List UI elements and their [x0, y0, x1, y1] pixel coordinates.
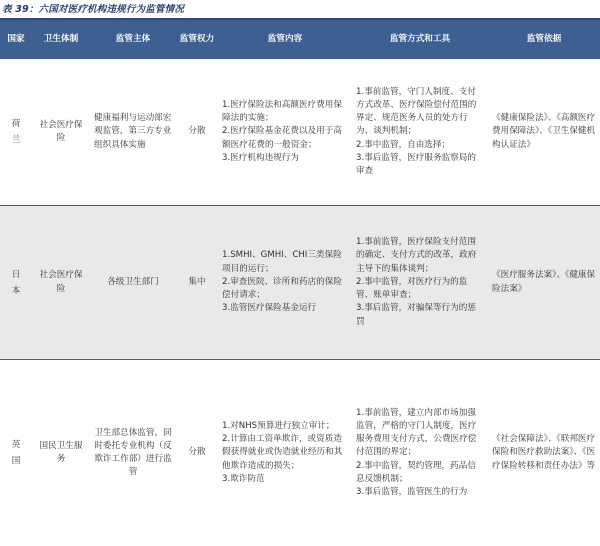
- method-item: 2.事中监管，对医疗行为的监管、账单审查；: [356, 276, 484, 302]
- table-row: [0, 206, 600, 360]
- header-basis: 监管依据: [488, 20, 600, 59]
- basis-cell: 《医疗服务法案》、《健康保险法案》: [488, 206, 600, 360]
- power-cell: 分散: [176, 59, 218, 206]
- subject-cell: 各级卫生部门: [90, 206, 176, 360]
- header-content: 监管内容: [218, 20, 352, 59]
- country-cell: 英国: [0, 360, 32, 546]
- method-item: 3.事后监管，对骗保等行为的惩罚: [356, 302, 484, 328]
- country-cell: 荷兰: [0, 59, 32, 206]
- content-item: 3.监管医疗保险基金运行: [222, 302, 348, 315]
- content-cell: [218, 360, 352, 546]
- content-item: 1.对NHS预算进行独立审计；: [222, 420, 348, 433]
- method-item: 3.事后监管，医疗服务监察局的审查: [356, 152, 484, 178]
- method-item: 2.事中监管，契约管理，药品信息反馈机制；: [356, 460, 484, 486]
- header-power: 监管权力: [176, 20, 218, 59]
- content-item: 2.医疗保险基金花费以及用于高额医疗花费的一般资金；: [222, 125, 348, 151]
- table-row: [0, 360, 600, 546]
- system-cell: 社会医疗保险: [32, 59, 90, 206]
- content-cell: [218, 59, 352, 206]
- methods-cell: [352, 59, 488, 206]
- subject-cell: 健康福利与运动部宏观监管，第三方专业组织具体实施: [90, 59, 176, 206]
- table-title: 表 39：六国对医疗机构违规行为监管情况: [2, 2, 184, 18]
- basis-cell: 《社会保障法》、《联邦医疗保险和医疗救助法案》、《医疗保险转移和责任办法》等: [488, 360, 600, 546]
- method-item: 2.事中监管，自由选择；: [356, 139, 484, 152]
- content-item: 1.医疗保险法和高额医疗费用保障法的实施；: [222, 99, 348, 125]
- method-item: 1.事前监管，建立内部市场加强监管，严格的守门人制度，医疗服务费用支付方式，公费医疗偿付范围的界定；: [356, 407, 484, 460]
- system-cell: 国民卫生服务: [32, 360, 90, 546]
- method-item: 1.事前监管，守门人制度、支付方式改革、医疗保险偿付范围的界定、规范医务人员的处方行为、谈判机制；: [356, 86, 484, 139]
- method-item: 1.事前监管，医疗保险支付范围的确定、支付方式的改革，政府主导下的集体谈判；: [356, 236, 484, 276]
- header-system: 卫生体制: [32, 20, 90, 59]
- country-cell: 日本: [0, 206, 32, 360]
- subject-cell: 卫生部总体监管，同时委托专业机构（反欺诈工作部）进行监管: [90, 360, 176, 546]
- content-item: 3.欺诈防范: [222, 473, 348, 486]
- methods-cell: [352, 206, 488, 360]
- power-cell: 分散: [176, 360, 218, 546]
- regulation-table: [0, 20, 600, 546]
- basis-cell: 《健康保险法》、《高额医疗费用保障法》、《卫生保健机构认证法》: [488, 59, 600, 206]
- content-item: 2.计算由工资单欺诈，或资质造假获得就业或伪造就业经历和其他欺诈造成的损失；: [222, 433, 348, 473]
- table-row: [0, 59, 600, 206]
- header-subject: 监管主体: [90, 20, 176, 59]
- power-cell: 集中: [176, 206, 218, 360]
- content-item: 3.医疗机构违规行为: [222, 152, 348, 165]
- content-item: 2.审查医院、诊所和药店的保险偿付请求；: [222, 276, 348, 302]
- header-country: 国家: [0, 20, 32, 59]
- header-methods: 监管方式和工具: [352, 20, 488, 59]
- method-item: 3.事后监管，监管医生的行为: [356, 486, 484, 499]
- header-row: [0, 20, 600, 59]
- content-item: 1.SMHI、GMHI、CHI三类保险项目的运行；: [222, 249, 348, 275]
- methods-cell: [352, 360, 488, 546]
- system-cell: 社会医疗保险: [32, 206, 90, 360]
- content-cell: [218, 206, 352, 360]
